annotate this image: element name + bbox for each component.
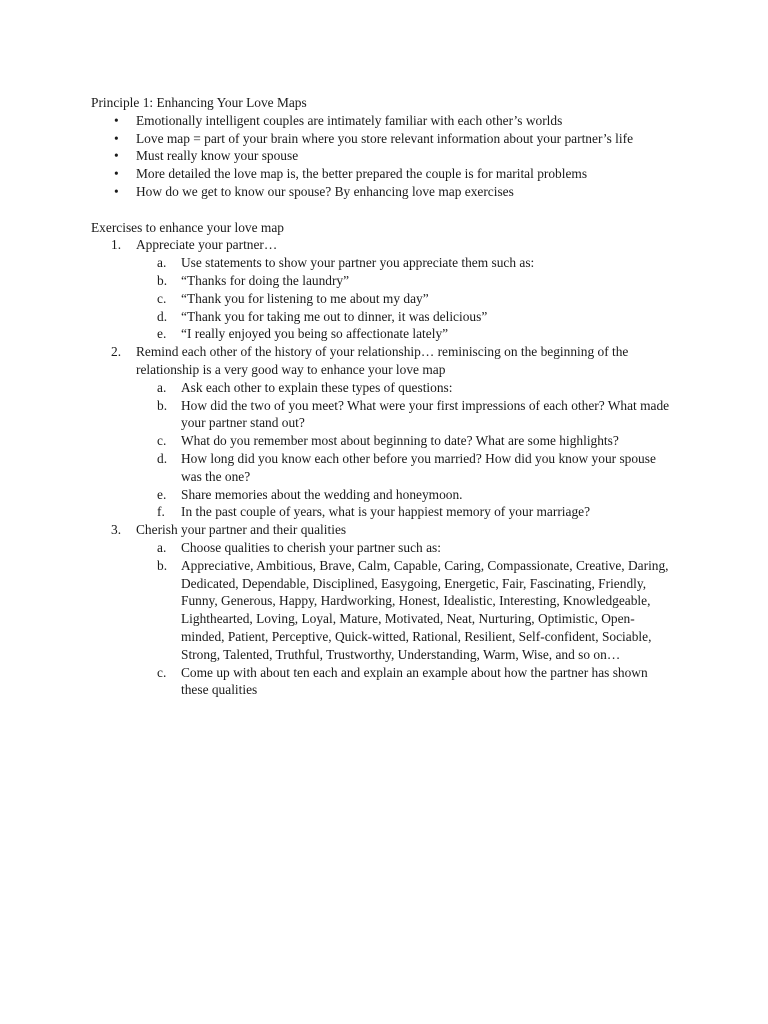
bullet-icon: • [114, 112, 119, 128]
item-number: 3. [111, 522, 122, 538]
sub-item-text: How did the two of you meet? What were your first impressions of each other? What made your partner stand out? [181, 397, 670, 431]
sub-item [136, 290, 676, 308]
sub-item [136, 450, 676, 486]
principle-bullet-item [91, 147, 686, 165]
sub-item-letter: b. [157, 397, 168, 413]
sub-item [136, 308, 676, 326]
sub-item-letter: b. [157, 272, 168, 288]
sub-item [136, 272, 676, 290]
item-number: 2. [111, 344, 122, 360]
sub-item-letter: a. [157, 255, 167, 271]
bullet-text: Must really know your spouse [136, 148, 299, 164]
sub-item-text: Share memories about the wedding and honeymoon. [181, 486, 463, 502]
principle-bullet-item [91, 130, 686, 148]
principle-bullet-item [91, 165, 686, 183]
principle-bullet-item [91, 112, 686, 130]
sub-item [136, 503, 676, 521]
sub-item-letter: a. [157, 539, 167, 555]
sub-item-letter: b. [157, 557, 168, 573]
sub-item-text: Use statements to show your partner you appreciate them such as: [181, 255, 535, 271]
sub-item [136, 397, 676, 433]
principle-bullet-list [91, 112, 691, 201]
item-number: 1. [111, 237, 122, 253]
exercise-sublist [136, 254, 691, 343]
bullet-icon: • [114, 166, 119, 182]
sub-item-text: In the past couple of years, what is your happiest memory of your marriage? [181, 504, 591, 520]
bullet-text: Love map = part of your brain where you store relevant information about your partner’s life [136, 130, 634, 146]
sub-item-text: Appreciative, Ambitious, Brave, Calm, Capable, Caring, Compassionate, Creative, Daring, Dedicated, Dependable, Disciplined, Easygoing, Energetic, Fair, Fascinating, Friendly, Funny, Generous, Happy, Hardworking, Honest, Idealistic, Interesting, Knowledgeable, Lighthearted, Loving, Loyal, Mature, Motivated, Neat, Nurturing, Optimistic, Open-minded, Patient, Perceptive, Quick-witted, Rational, Resilient, Self-confident, Sociable, Strong, Talented, Truthful, Trustworthy, Understanding, Warm, Wise, and so on… [181, 557, 669, 662]
sub-item-text: Come up with about ten each and explain an example about how the partner has shown these qualities [181, 664, 648, 698]
exercise-sublist [136, 539, 691, 699]
sub-item [136, 254, 676, 272]
sub-item-text: “Thank you for listening to me about my day” [181, 290, 429, 306]
exercise-sublist [136, 379, 691, 521]
sub-item [136, 432, 676, 450]
exercise-text: Remind each other of the history of your relationship… reminiscing on the beginning of the relationship is a very good way to enhance your love map [136, 344, 629, 377]
sub-item-text: “Thanks for doing the laundry” [181, 272, 350, 288]
exercises-heading: Exercises to enhance your love map [91, 219, 284, 235]
bullet-icon: • [114, 183, 119, 199]
sub-item-text: How long did you know each other before you married? How did you know your spouse was the one? [181, 450, 656, 484]
sub-item-letter: c. [157, 664, 167, 680]
bullet-icon: • [114, 130, 119, 146]
sub-item-letter: e. [157, 486, 167, 502]
exercise-text: Appreciate your partner… [136, 237, 278, 253]
exercises-list [91, 236, 691, 699]
bullet-icon: • [114, 148, 119, 164]
principle-heading: Principle 1: Enhancing Your Love Maps [91, 95, 307, 110]
sub-item-letter: c. [157, 433, 167, 449]
sub-item [136, 664, 676, 700]
sub-item-letter: f. [157, 504, 165, 520]
bullet-text: How do we get to know our spouse? By enhancing love map exercises [136, 183, 514, 199]
exercise-item [91, 521, 691, 699]
sub-item-text: “Thank you for taking me out to dinner, it was delicious” [181, 308, 488, 324]
sub-item-letter: c. [157, 290, 167, 306]
sub-item-text: Choose qualities to cherish your partner such as: [181, 539, 441, 555]
bullet-text: More detailed the love map is, the better prepared the couple is for marital problems [136, 166, 588, 182]
exercise-text: Cherish your partner and their qualities [136, 522, 347, 538]
bullet-text: Emotionally intelligent couples are intimately familiar with each other’s worlds [136, 112, 563, 128]
sub-item-text: Ask each other to explain these types of questions: [181, 379, 453, 395]
sub-item-letter: a. [157, 379, 167, 395]
exercise-item [91, 236, 691, 343]
sub-item-text: What do you remember most about beginning to date? What are some highlights? [181, 433, 619, 449]
sub-item [136, 539, 676, 557]
paragraph-spacer [91, 201, 691, 219]
sub-item-letter: e. [157, 326, 167, 342]
sub-item [136, 486, 676, 504]
sub-item [136, 557, 676, 664]
sub-item-letter: d. [157, 308, 168, 324]
sub-item [136, 325, 676, 343]
document-page [91, 94, 691, 699]
sub-item [136, 379, 676, 397]
sub-item-letter: d. [157, 450, 168, 466]
principle-bullet-item [91, 183, 686, 201]
sub-item-text: “I really enjoyed you being so affectionate lately” [181, 326, 449, 342]
exercise-item [91, 343, 691, 521]
